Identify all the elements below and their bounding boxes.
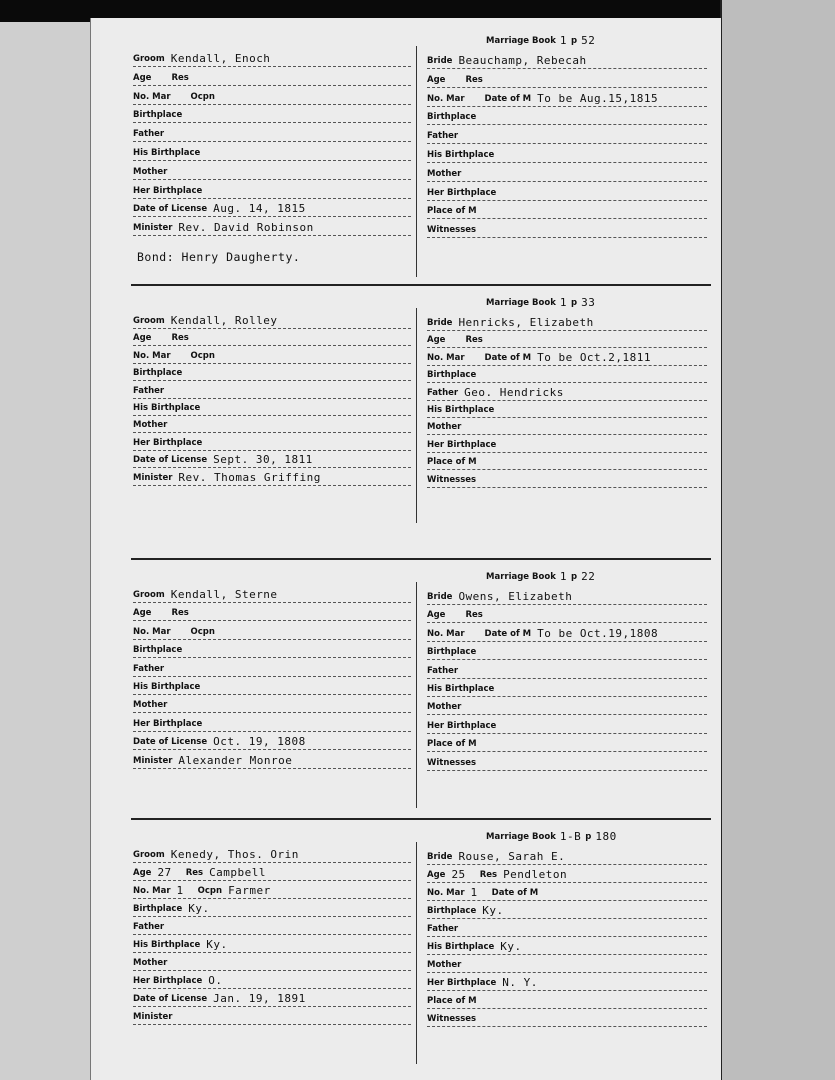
field-label: Age — [133, 608, 152, 619]
field-label: Her Birthplace — [427, 978, 497, 988]
field-label: Mother — [427, 702, 462, 713]
field-value: Rev. David Robinson — [178, 221, 314, 235]
field-value: To be Oct.2,1811 — [537, 350, 652, 364]
field-label: His Birthplace — [133, 682, 201, 692]
field-label: No. Mar — [133, 886, 171, 896]
groom-field-birthplace — [133, 898, 411, 917]
groom-field-minister — [133, 750, 411, 769]
field-label: His Birthplace — [133, 148, 201, 158]
bride-field-place-of-m — [427, 990, 707, 1009]
field-label: No. Mar — [427, 628, 465, 639]
field-label: Mother — [427, 422, 462, 433]
bride-field-mother — [427, 416, 707, 435]
field-label: Date of M — [491, 888, 539, 898]
bride-field-her-birthplace — [427, 715, 707, 734]
field-value: Geo. Hendricks — [464, 385, 564, 399]
groom-field-her-birthplace — [133, 180, 411, 199]
field-value: Alexander Monroe — [178, 753, 293, 767]
groom-field-age — [133, 327, 411, 346]
page-label: p — [570, 572, 578, 582]
field-value: 27 — [157, 866, 172, 879]
card-divider — [416, 582, 417, 808]
bride-field-age — [427, 69, 707, 88]
field-label: Mother — [427, 960, 462, 970]
bride-field-bride — [427, 846, 707, 865]
marriage-card — [91, 824, 721, 1074]
field-label: Minister — [133, 223, 173, 234]
groom-field-groom — [133, 48, 411, 67]
marriage-book-label: Marriage Book — [486, 832, 556, 842]
field-label: Res — [465, 335, 483, 346]
page-number: 22 — [581, 570, 596, 583]
marriage-book-ref — [486, 34, 599, 48]
bride-field-bride — [427, 50, 707, 69]
field-label: Age — [427, 870, 446, 880]
page-label: p — [570, 298, 578, 308]
field-label: Birthplace — [427, 647, 477, 658]
bride-field-age — [427, 864, 707, 883]
field-label: Groom — [133, 850, 165, 860]
groom-field-date-of-license — [133, 988, 411, 1007]
field-label: Witnesses — [427, 757, 477, 768]
marriage-book-number: 1 — [559, 34, 567, 47]
groom-field-groom — [133, 584, 411, 603]
bride-field-bride — [427, 586, 707, 605]
field-label: Bride — [427, 56, 453, 66]
groom-field-groom — [133, 310, 411, 329]
field-label: Res — [171, 72, 189, 83]
field-label: His Birthplace — [427, 942, 495, 952]
field-label: Witnesses — [427, 1014, 477, 1024]
field-label: Ocpn — [190, 350, 215, 361]
field-label: Mother — [133, 420, 168, 431]
field-label: No. Mar — [133, 350, 171, 361]
field-label: Date of M — [484, 93, 532, 104]
groom-field-age — [133, 67, 411, 86]
field-label: Bride — [427, 592, 453, 602]
marriage-book-ref — [486, 296, 599, 310]
bride-field-birthplace — [427, 900, 707, 919]
groom-field-date-of-license — [133, 449, 411, 468]
marriage-book-label: Marriage Book — [486, 572, 556, 582]
field-value: Ky. — [482, 904, 504, 917]
bride-field-father — [427, 382, 707, 401]
groom-field-no-mar — [133, 345, 411, 364]
field-label: Mother — [133, 958, 168, 968]
bride-field-witnesses — [427, 752, 707, 771]
field-label: Age — [427, 74, 446, 85]
card-divider — [416, 308, 417, 523]
field-label: Ocpn — [197, 886, 223, 896]
groom-field-father — [133, 916, 411, 935]
bride-field-no-mar — [427, 347, 707, 366]
field-label: Birthplace — [133, 645, 183, 656]
field-label: Mother — [133, 166, 168, 177]
field-label: Res — [479, 870, 498, 880]
groom-field-father — [133, 380, 411, 399]
bride-field-father — [427, 918, 707, 937]
field-value: O. — [208, 974, 223, 987]
groom-field-no-mar — [133, 880, 411, 899]
field-value: Aug. 14, 1815 — [213, 202, 306, 216]
groom-field-mother — [133, 952, 411, 971]
field-label: Ocpn — [190, 626, 215, 637]
bond-note: Bond: Henry Daugherty. — [137, 250, 301, 264]
bride-field-her-birthplace — [427, 972, 707, 991]
field-value: Kendall, Rolley — [170, 314, 278, 327]
field-label: Bride — [427, 318, 453, 328]
page-number: 33 — [581, 296, 596, 309]
field-label: Minister — [133, 1012, 173, 1022]
bride-field-birthplace — [427, 641, 707, 660]
field-label: Her Birthplace — [427, 439, 497, 450]
marriage-book-number: 1 — [559, 296, 567, 309]
groom-field-mother — [133, 161, 411, 180]
bride-field-bride — [427, 312, 707, 331]
field-value: Rouse, Sarah E. — [458, 850, 566, 863]
groom-field-father — [133, 123, 411, 142]
field-value: Rev. Thomas Griffing — [178, 470, 321, 484]
field-label: Place of M — [427, 739, 477, 750]
groom-field-his-birthplace — [133, 142, 411, 161]
field-label: Her Birthplace — [133, 718, 203, 729]
document-sheet — [90, 18, 721, 1080]
field-label: Res — [185, 868, 204, 878]
field-label: No. Mar — [427, 352, 465, 363]
field-label: Date of M — [484, 628, 532, 639]
field-label: Place of M — [427, 996, 477, 1006]
field-value: Owens, Elizabeth — [458, 590, 573, 603]
bride-field-witnesses — [427, 219, 707, 238]
field-value: Ky. — [188, 902, 210, 915]
field-value: Sept. 30, 1811 — [213, 453, 313, 467]
marriage-card — [91, 28, 721, 278]
bride-field-his-birthplace — [427, 678, 707, 697]
field-label: Minister — [133, 755, 173, 766]
field-label: Res — [465, 74, 483, 85]
bride-field-no-mar — [427, 623, 707, 642]
marriage-book-label: Marriage Book — [486, 298, 556, 308]
field-label: Mother — [133, 700, 168, 711]
groom-field-groom — [133, 844, 411, 863]
field-label: Birthplace — [427, 112, 477, 123]
bride-field-place-of-m — [427, 451, 707, 470]
field-label: Father — [427, 131, 459, 142]
field-value: To be Aug.15,1815 — [537, 91, 659, 105]
card-separator — [131, 818, 711, 820]
bride-field-no-mar — [427, 88, 707, 107]
field-value: 1 — [176, 884, 184, 897]
field-label: Age — [427, 335, 446, 346]
field-label: Ocpn — [190, 91, 215, 102]
field-label: Date of License — [133, 737, 208, 748]
field-label: Res — [465, 610, 483, 621]
groom-field-date-of-license — [133, 731, 411, 750]
field-label: Father — [133, 663, 165, 674]
bride-field-mother — [427, 954, 707, 973]
bride-field-age — [427, 329, 707, 348]
groom-field-birthplace — [133, 104, 411, 123]
field-label: Bride — [427, 852, 453, 862]
bride-field-place-of-m — [427, 200, 707, 219]
field-label: Her Birthplace — [133, 976, 203, 986]
field-label: His Birthplace — [427, 684, 495, 694]
bride-field-mother — [427, 696, 707, 715]
page-number: 180 — [595, 830, 617, 843]
field-label: Father — [133, 922, 165, 932]
bride-field-birthplace — [427, 364, 707, 383]
bride-field-no-mar — [427, 882, 707, 901]
bride-field-age — [427, 604, 707, 623]
bride-field-her-birthplace — [427, 434, 707, 453]
field-value: N. Y. — [502, 976, 538, 989]
field-label: His Birthplace — [133, 403, 201, 413]
marriage-book-ref — [486, 830, 621, 844]
field-label: Age — [133, 868, 152, 878]
field-value: Beauchamp, Rebecah — [458, 54, 587, 67]
field-label: No. Mar — [133, 626, 171, 637]
field-label: Father — [427, 387, 459, 398]
bride-field-place-of-m — [427, 733, 707, 752]
field-value: To be Oct.19,1808 — [537, 626, 659, 640]
field-label: No. Mar — [133, 91, 171, 102]
field-value: Farmer — [228, 884, 271, 897]
groom-field-age — [133, 602, 411, 621]
groom-field-mother — [133, 694, 411, 713]
card-divider — [416, 842, 417, 1064]
field-value: Kendall, Sterne — [170, 588, 278, 601]
bride-field-witnesses — [427, 469, 707, 488]
groom-field-minister — [133, 467, 411, 486]
bride-field-witnesses — [427, 1008, 707, 1027]
field-label: Father — [427, 665, 459, 676]
field-label: Her Birthplace — [133, 437, 203, 448]
groom-field-his-birthplace — [133, 676, 411, 695]
bride-field-father — [427, 660, 707, 679]
marriage-card — [91, 564, 721, 814]
card-separator — [131, 284, 711, 286]
card-separator — [131, 558, 711, 560]
field-value: 1 — [470, 886, 478, 899]
field-label: Age — [133, 333, 152, 344]
groom-field-mother — [133, 414, 411, 433]
field-label: Minister — [133, 472, 173, 483]
groom-field-her-birthplace — [133, 713, 411, 732]
field-label: Groom — [133, 316, 165, 326]
field-label: Mother — [427, 168, 462, 179]
field-value: Campbell — [209, 866, 267, 879]
marriage-book-label: Marriage Book — [486, 36, 556, 46]
field-label: His Birthplace — [427, 150, 495, 160]
field-value: Oct. 19, 1808 — [213, 735, 306, 749]
marriage-book-ref — [486, 570, 599, 584]
groom-field-birthplace — [133, 639, 411, 658]
scanner-right-margin — [720, 0, 835, 1080]
field-label: Groom — [133, 590, 165, 600]
field-label: Date of License — [133, 204, 208, 215]
field-value: Ky. — [500, 940, 522, 953]
field-label: Father — [133, 129, 165, 140]
field-label: Birthplace — [427, 906, 477, 916]
field-label: Father — [133, 385, 165, 396]
field-value: Kenedy, Thos. Orin — [170, 848, 299, 861]
field-label: Witnesses — [427, 474, 477, 485]
field-label: His Birthplace — [427, 405, 495, 415]
field-value: Pendleton — [503, 868, 568, 881]
field-label: Res — [171, 333, 189, 344]
bride-field-his-birthplace — [427, 399, 707, 418]
field-label: Date of License — [133, 455, 208, 466]
groom-field-his-birthplace — [133, 934, 411, 953]
field-label: Date of M — [484, 352, 532, 363]
field-value: Henricks, Elizabeth — [458, 316, 594, 329]
field-label: Her Birthplace — [427, 187, 497, 198]
groom-field-birthplace — [133, 362, 411, 381]
field-label: Age — [133, 72, 152, 83]
bride-field-his-birthplace — [427, 936, 707, 955]
groom-field-minister — [133, 217, 411, 236]
groom-field-his-birthplace — [133, 397, 411, 416]
groom-field-age — [133, 862, 411, 881]
field-label: Birthplace — [133, 368, 183, 379]
field-label: Her Birthplace — [427, 720, 497, 731]
field-value: Ky. — [206, 938, 228, 951]
groom-field-no-mar — [133, 86, 411, 105]
groom-field-father — [133, 658, 411, 677]
field-label: Res — [171, 608, 189, 619]
field-label: Her Birthplace — [133, 185, 203, 196]
card-divider — [416, 46, 417, 277]
field-label: Age — [427, 610, 446, 621]
marriage-book-number: 1 — [559, 570, 567, 583]
field-value: 25 — [451, 868, 466, 881]
field-value: Jan. 19, 1891 — [213, 992, 306, 1005]
field-label: His Birthplace — [133, 940, 201, 950]
bride-field-birthplace — [427, 106, 707, 125]
field-label: Birthplace — [133, 904, 183, 914]
field-label: No. Mar — [427, 888, 465, 898]
marriage-book-number: 1-B — [559, 830, 582, 843]
field-label: Birthplace — [133, 110, 183, 121]
groom-field-minister — [133, 1006, 411, 1025]
field-label: Place of M — [427, 457, 477, 468]
field-label: Birthplace — [427, 370, 477, 381]
field-value: Kendall, Enoch — [170, 52, 271, 65]
groom-field-her-birthplace — [133, 970, 411, 989]
field-label: Groom — [133, 54, 165, 64]
groom-field-her-birthplace — [133, 432, 411, 451]
page-label: p — [570, 36, 578, 46]
field-label: Place of M — [427, 206, 477, 217]
groom-field-date-of-license — [133, 198, 411, 217]
bride-field-his-birthplace — [427, 144, 707, 163]
bride-field-father — [427, 125, 707, 144]
page-number: 52 — [581, 34, 596, 47]
bride-field-her-birthplace — [427, 182, 707, 201]
marriage-card — [91, 290, 721, 540]
field-label: No. Mar — [427, 93, 465, 104]
bride-field-mother — [427, 163, 707, 182]
page-label: p — [585, 832, 592, 842]
groom-field-no-mar — [133, 621, 411, 640]
field-label: Father — [427, 924, 459, 934]
field-label: Date of License — [133, 994, 208, 1004]
field-label: Witnesses — [427, 225, 477, 236]
